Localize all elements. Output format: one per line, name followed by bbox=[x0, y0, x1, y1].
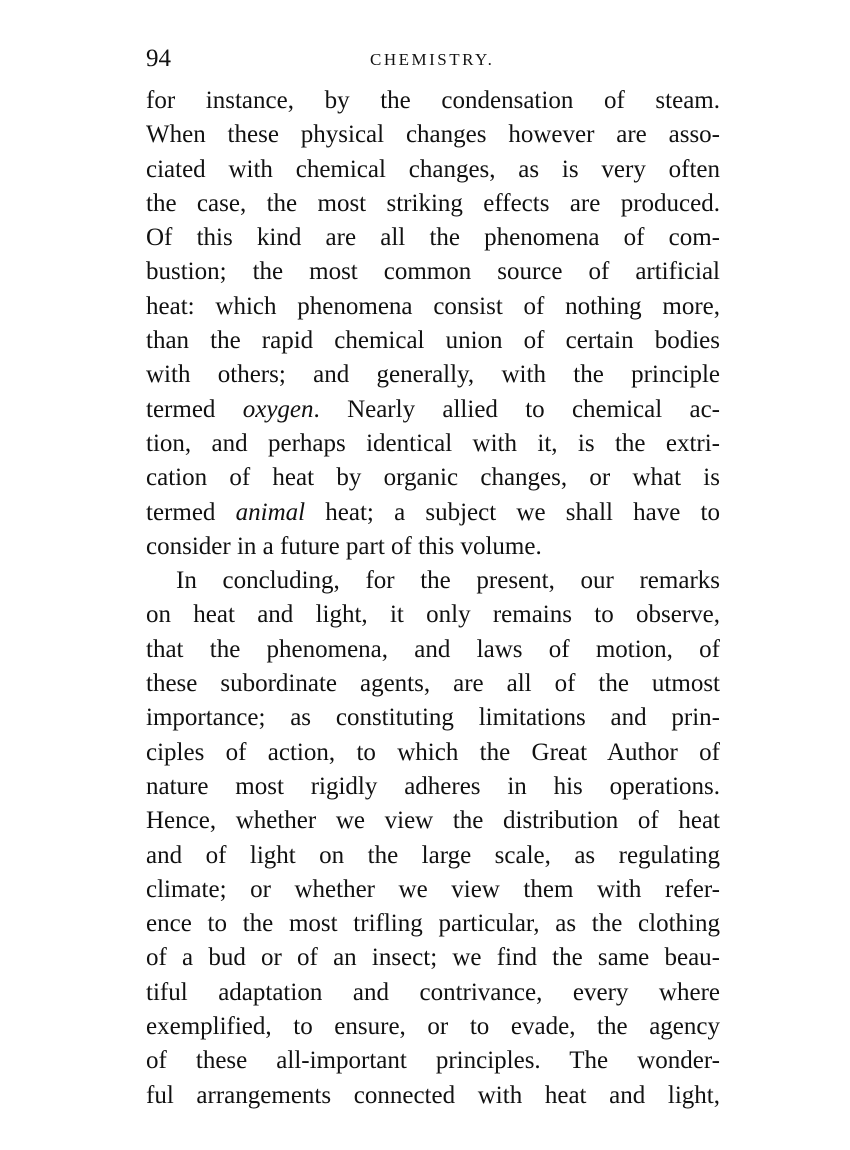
text-line: bustion; the most common source of artificial bbox=[146, 258, 720, 286]
text-line: and of light on the large scale, as regulating bbox=[146, 841, 720, 869]
text-line: that the phenomena, and laws of motion, of bbox=[146, 635, 720, 663]
running-head: CHEMISTRY. bbox=[370, 50, 495, 69]
body-text bbox=[146, 84, 720, 1113]
text-line: tion, and perhaps identical with it, is the extri- bbox=[146, 429, 720, 457]
text-line: exemplified, to ensure, or to evade, the agency bbox=[146, 1013, 720, 1041]
text-line: When these physical changes however are asso- bbox=[146, 121, 720, 149]
text-line: of these all-important principles. The wonder- bbox=[146, 1047, 720, 1075]
text-line: these subordinate agents, are all of the utmost bbox=[146, 670, 720, 698]
text-line: with others; and generally, with the principle bbox=[146, 361, 720, 389]
text-line: climate; or whether we view them with refer- bbox=[146, 875, 720, 903]
text-line: of a bud or of an insect; we find the same beau- bbox=[146, 944, 720, 972]
text-line: nature most rigidly adheres in his operations. bbox=[146, 772, 720, 800]
text-line: tiful adaptation and contrivance, every where bbox=[146, 978, 720, 1006]
text-line: ciples of action, to which the Great Author of bbox=[146, 738, 720, 766]
text-line: In concluding, for the present, our remarks bbox=[176, 567, 720, 595]
text-line: ful arrangements connected with heat and light, bbox=[146, 1081, 720, 1109]
italic-term: oxygen bbox=[242, 395, 314, 423]
page-header bbox=[146, 44, 714, 74]
text-line: the case, the most striking effects are produced. bbox=[146, 189, 720, 217]
text-line: on heat and light, it only remains to observe, bbox=[146, 601, 720, 629]
text-line: than the rapid chemical union of certain bodies bbox=[146, 327, 720, 355]
text-line: for instance, by the condensation of steam. bbox=[146, 87, 720, 114]
text-line: Of this kind are all the phenomena of com- bbox=[146, 224, 720, 252]
text-line: termed animal heat; a subject we shall have to bbox=[146, 498, 720, 526]
page-number: 94 bbox=[146, 45, 171, 72]
text-line: Hence, whether we view the distribution of heat bbox=[146, 807, 720, 835]
text-line: heat: which phenomena consist of nothing more, bbox=[146, 292, 720, 320]
text-line: ence to the most trifling particular, as the clothing bbox=[146, 910, 720, 938]
italic-term: animal bbox=[235, 498, 306, 526]
text-line: termed oxygen. Nearly allied to chemical ac- bbox=[146, 395, 720, 423]
text-line: cation of heat by organic changes, or what is bbox=[146, 464, 720, 492]
text-line: consider in a future part of this volume. bbox=[146, 532, 542, 560]
text-line: importance; as constituting limitations and prin- bbox=[146, 704, 720, 732]
text-line: ciated with chemical changes, as is very often bbox=[146, 155, 720, 183]
